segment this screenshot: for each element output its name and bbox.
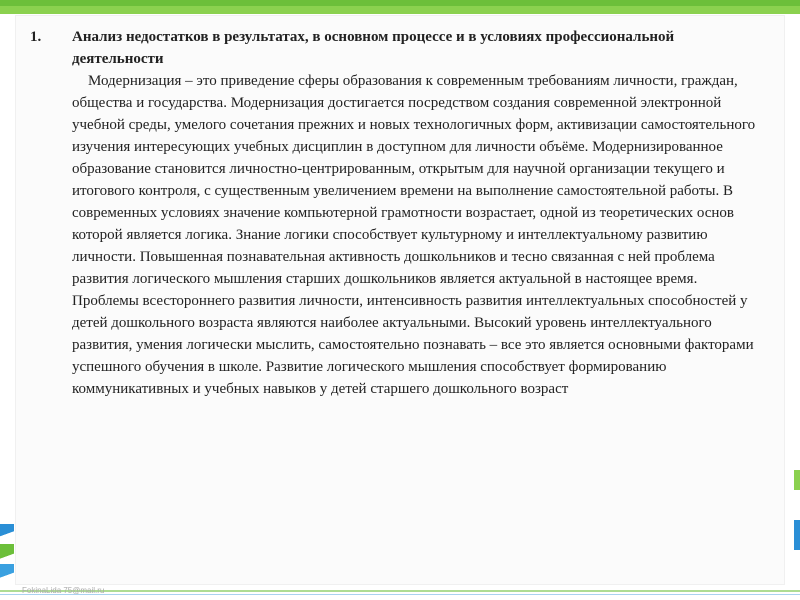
top-decor-bar-inner bbox=[0, 6, 800, 14]
top-decor-bar bbox=[0, 0, 800, 14]
body-text: Модернизация – это приведение сферы образования к современным требованиям личности, граждан, общества и государства. Модернизация достигается посредством создания современной электронной учебной среды, умелого сочетания прежних и новых технологичных форм, активизации самостоятельного изучения интересующих учебных дисциплин в доступном для личности объёме. Модернизированное образование становится личностно-центрированным, открытым для научной организации текущего и итогового контроля, с существенным увеличением времени на выполнение самостоятельной работы. В современных условиях значение компьютерной грамотности возрастает, одной из теоретических основ которой является логика. Знание логики способствует культурному и интеллектуальному развитию личности. Повышенная познавательная активность дошкольников и тесно связанная с ней проблема развития логического мышления старших дошкольников является актуальной в настоящее время. Проблемы всестороннего развития личности, интенсивность развития интеллектуальных способностей у детей дошкольного возраста являются наиболее актуальными. Высокий уровень интеллектуального развития, умения логически мыслить, самостоятельно познавать – все это является основными факторами успешного обучения в школе. Развитие логического мышления способствует формированию коммуникативных и учебных навыков у детей старшего дошкольного возраст bbox=[72, 73, 756, 397]
right-decor-stripe bbox=[794, 470, 800, 490]
body-paragraph bbox=[72, 70, 760, 400]
list-number: 1. bbox=[30, 29, 42, 45]
slide-content bbox=[30, 26, 760, 400]
right-decor-stripe bbox=[794, 520, 800, 550]
corner-decor-lightblue bbox=[0, 564, 14, 586]
bottom-decor-line bbox=[0, 590, 800, 592]
bottom-decor-line bbox=[0, 594, 800, 595]
corner-decor-blue bbox=[0, 524, 14, 546]
list-item-heading bbox=[30, 26, 760, 70]
footer-author: FokinaLida 75@mail.ru bbox=[22, 586, 105, 595]
section-heading: Анализ недостатков в результатах, в основном процессе и в условиях профессиональной деятельности bbox=[72, 29, 675, 67]
